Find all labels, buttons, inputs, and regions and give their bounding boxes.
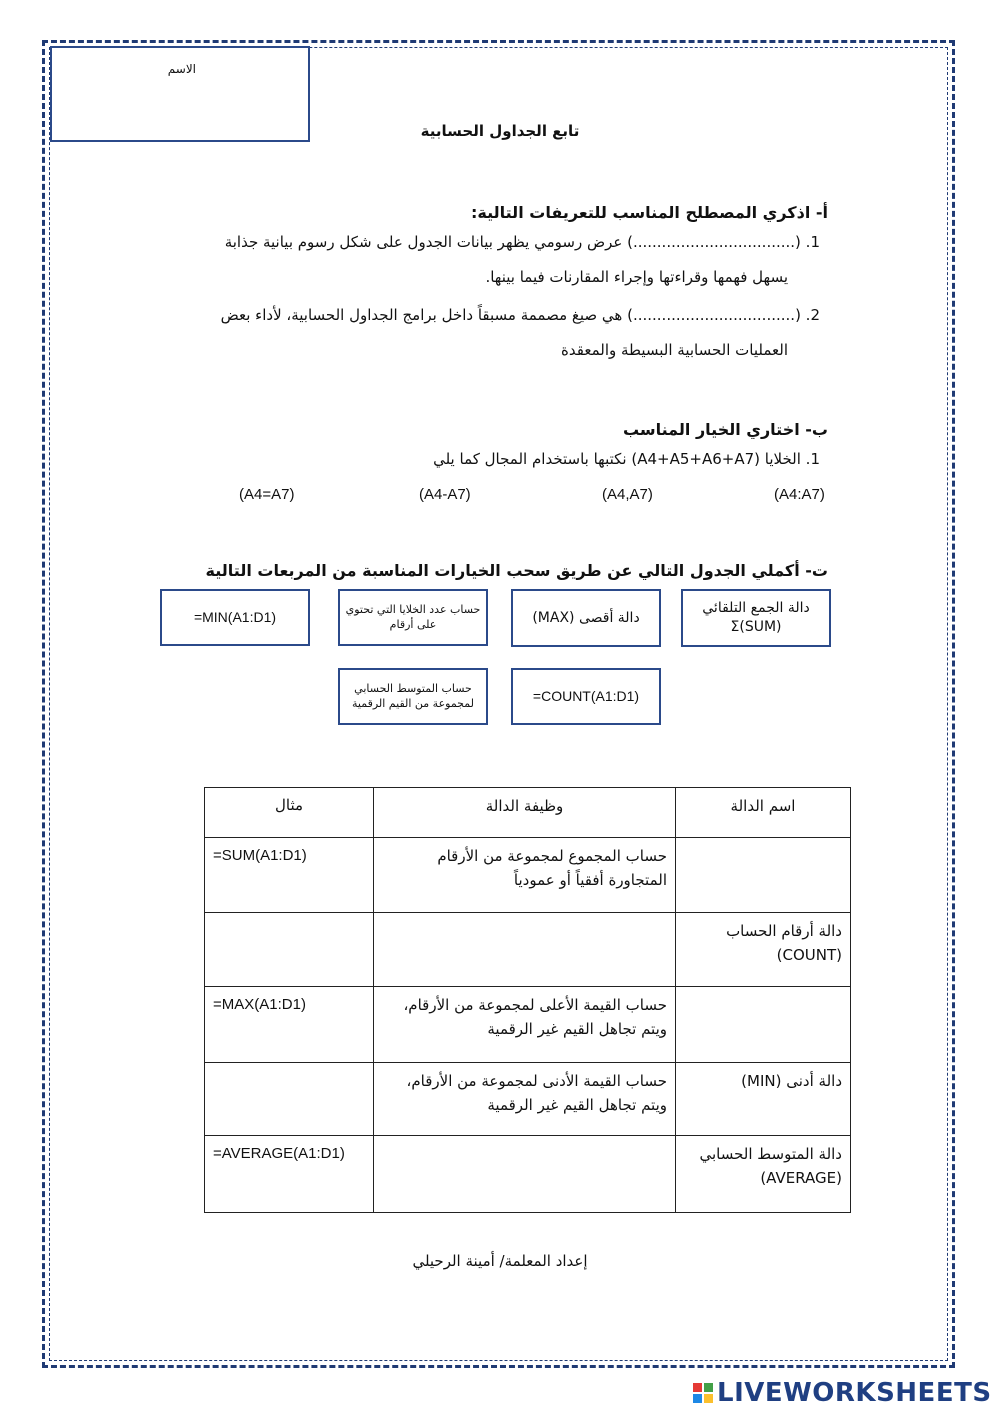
liveworksheets-logo[interactable]: [693, 1378, 992, 1408]
cell-name[interactable]: [676, 838, 851, 913]
functions-table: [204, 787, 851, 1213]
table-header-row: [205, 788, 851, 838]
drag-box-sum-name[interactable]: دالة الجمع التلقائي (SUM)Σ: [681, 589, 831, 647]
section-a-question-2-line-2: العمليات الحسابية البسيطة والمعقدة: [561, 341, 788, 359]
drag-box-average-description[interactable]: حساب المتوسط الحسابي لمجموعة من القيم الرقمية: [338, 668, 488, 725]
cell-example[interactable]: =AVERAGE(A1:D1): [205, 1136, 374, 1213]
option-a4-comma-a7[interactable]: (A4,A7): [602, 486, 653, 503]
cell-example[interactable]: =SUM(A1:D1): [205, 838, 374, 913]
cell-example[interactable]: [205, 913, 374, 987]
section-b-question-1: 1. الخلايا (A4+A5+A6+A7) نكتبها باستخدام المجال كما يلي: [433, 450, 820, 468]
cell-function[interactable]: [374, 1136, 676, 1213]
table-row: [205, 838, 851, 913]
worksheet-title: تابع الجداول الحسابية: [420, 122, 580, 140]
drag-box-min-example[interactable]: =MIN(A1:D1): [160, 589, 310, 646]
section-b-heading: ب- اختاري الخيار المناسب: [622, 420, 828, 439]
header-example: مثال: [205, 788, 374, 838]
cell-function[interactable]: حساب القيمة الأدنى لمجموعة من الأرقام، ويتم تجاهل القيم غير الرقمية: [374, 1063, 676, 1136]
logo-square: [704, 1383, 713, 1392]
table-row: [205, 913, 851, 987]
drag-box-count-example[interactable]: =COUNT(A1:D1): [511, 668, 661, 725]
logo-text: LIVEWORKSHEETS: [717, 1378, 992, 1408]
cell-function[interactable]: [374, 913, 676, 987]
cell-name[interactable]: [676, 987, 851, 1063]
cell-function[interactable]: حساب المجموع لمجموعة من الأرقام المتجاورة أفقياً أو عمودياً: [374, 838, 676, 913]
name-box[interactable]: [50, 46, 310, 142]
header-function: وظيفة الدالة: [374, 788, 676, 838]
cell-name[interactable]: دالة أرقام الحساب (COUNT): [676, 913, 851, 987]
table-row: [205, 1063, 851, 1136]
logo-square: [704, 1394, 713, 1403]
option-a4-colon-a7[interactable]: (A4:A7): [774, 486, 825, 503]
section-a-heading: أ- اذكري المصطلح المناسب للتعريفات التالية:: [471, 203, 828, 222]
option-a4-equals-a7[interactable]: (A4=A7): [239, 486, 295, 503]
drag-box-count-description[interactable]: حساب عدد الخلايا التي تحتوي على أرقام: [338, 589, 488, 646]
section-c-heading: ت- أكملي الجدول التالي عن طريق سحب الخيارات المناسبة من المربعات التالية: [205, 561, 828, 580]
cell-example[interactable]: [205, 1063, 374, 1136]
logo-square: [693, 1394, 702, 1403]
cell-name[interactable]: دالة المتوسط الحسابي (AVERAGE): [676, 1136, 851, 1213]
teacher-credit: إعداد المعلمة/ أمينة الرحيلي: [412, 1252, 588, 1270]
cell-name[interactable]: دالة أدنى (MIN): [676, 1063, 851, 1136]
name-label: الاسم: [167, 62, 196, 76]
option-a4-dash-a7[interactable]: (A4-A7): [419, 486, 471, 503]
cell-example[interactable]: =MAX(A1:D1): [205, 987, 374, 1063]
section-a-question-1-line-2: يسهل فهمها وقراءتها وإجراء المقارنات فيما بينها.: [485, 268, 788, 286]
drag-box-max-name[interactable]: دالة أقصى (MAX): [511, 589, 661, 647]
section-a-question-2-line-1: 2. (..................................) هي صيغ مصممة مسبقاً داخل برامج الجداول الحسابية، لأداء بعض: [220, 306, 820, 324]
cell-function[interactable]: حساب القيمة الأعلى لمجموعة من الأرقام، ويتم تجاهل القيم غير الرقمية: [374, 987, 676, 1063]
table-row: [205, 1136, 851, 1213]
logo-mark-icon: [693, 1383, 713, 1403]
logo-square: [693, 1383, 702, 1392]
header-name: اسم الدالة: [676, 788, 851, 838]
section-a-question-1-line-1: 1. (..................................) عرض رسومي يظهر بيانات الجدول على شكل رسوم بيانية جذابة: [224, 233, 820, 251]
table-row: [205, 987, 851, 1063]
